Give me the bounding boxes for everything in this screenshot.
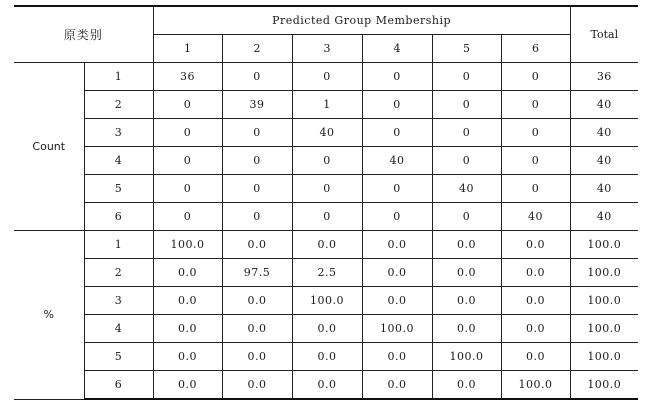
cell: 0	[501, 175, 570, 203]
row-total: 100.0	[570, 287, 638, 315]
cell: 0	[432, 63, 501, 91]
cell: 0	[362, 119, 432, 147]
total-header: Total	[570, 6, 638, 63]
cell: 0	[362, 91, 432, 119]
predicted-col-header: 3	[292, 35, 362, 63]
cell: 0.0	[362, 287, 432, 315]
row-total: 40	[570, 119, 638, 147]
cell: 0	[222, 147, 292, 175]
row-total: 100.0	[570, 343, 638, 371]
cell: 0	[432, 119, 501, 147]
predicted-col-header: 6	[501, 35, 570, 63]
row-label: 5	[84, 175, 153, 203]
cell: 0.0	[432, 259, 501, 287]
cell: 0.0	[501, 259, 570, 287]
classification-results-table	[14, 5, 638, 400]
cell: 0.0	[432, 315, 501, 343]
table-row	[14, 91, 638, 119]
predicted-col-header: 1	[153, 35, 222, 63]
row-label: 4	[84, 147, 153, 175]
cell: 0	[432, 203, 501, 231]
table-row	[14, 175, 638, 203]
predicted-group-header: Predicted Group Membership	[153, 6, 570, 35]
cell: 0	[222, 175, 292, 203]
cell: 0	[501, 91, 570, 119]
cell: 39	[222, 91, 292, 119]
cell: 0.0	[222, 315, 292, 343]
cell: 0.0	[292, 371, 362, 400]
cell: 0	[292, 147, 362, 175]
predicted-col-header: 4	[362, 35, 432, 63]
cell: 0.0	[153, 315, 222, 343]
group-label-percent: %	[14, 231, 84, 400]
cell: 0.0	[153, 287, 222, 315]
table-row	[14, 147, 638, 175]
cell: 0.0	[153, 343, 222, 371]
cell: 1	[292, 91, 362, 119]
table-row	[14, 119, 638, 147]
table-row	[14, 259, 638, 287]
cell: 0.0	[501, 231, 570, 259]
row-total: 40	[570, 175, 638, 203]
predicted-col-header: 5	[432, 35, 501, 63]
table-row	[14, 203, 638, 231]
row-total: 36	[570, 63, 638, 91]
cell: 0.0	[501, 287, 570, 315]
cell: 0	[153, 91, 222, 119]
cell: 0.0	[501, 315, 570, 343]
row-label: 6	[84, 371, 153, 400]
row-label: 2	[84, 259, 153, 287]
cell: 0	[362, 175, 432, 203]
cell: 0.0	[432, 371, 501, 400]
table-row	[14, 231, 638, 259]
cell: 40	[292, 119, 362, 147]
cell: 0	[222, 119, 292, 147]
cell: 0.0	[222, 231, 292, 259]
cell: 0.0	[222, 287, 292, 315]
cell: 0.0	[292, 315, 362, 343]
table-row	[14, 343, 638, 371]
row-total: 40	[570, 203, 638, 231]
cell: 2.5	[292, 259, 362, 287]
cell: 0.0	[362, 343, 432, 371]
table-row	[14, 63, 638, 91]
cell: 40	[432, 175, 501, 203]
cell: 40	[362, 147, 432, 175]
cell: 0.0	[432, 231, 501, 259]
row-label: 6	[84, 203, 153, 231]
cell: 0	[501, 63, 570, 91]
row-label: 1	[84, 63, 153, 91]
row-total: 100.0	[570, 259, 638, 287]
row-total: 40	[570, 91, 638, 119]
predicted-col-header: 2	[222, 35, 292, 63]
cell: 0	[292, 175, 362, 203]
cell: 0.0	[222, 343, 292, 371]
table-row	[14, 371, 638, 400]
cell: 0.0	[432, 287, 501, 315]
cell: 0	[153, 119, 222, 147]
row-label: 4	[84, 315, 153, 343]
table-row	[14, 315, 638, 343]
row-label: 2	[84, 91, 153, 119]
cell: 0	[432, 147, 501, 175]
cell: 0	[153, 203, 222, 231]
cell: 0	[222, 63, 292, 91]
cell: 0.0	[153, 371, 222, 400]
row-label: 3	[84, 287, 153, 315]
row-total: 100.0	[570, 315, 638, 343]
cell: 0.0	[362, 259, 432, 287]
group-label-count: Count	[14, 63, 84, 231]
cell: 0.0	[222, 371, 292, 400]
cell: 0.0	[501, 343, 570, 371]
cell: 100.0	[153, 231, 222, 259]
row-total: 100.0	[570, 371, 638, 400]
classification-results-table-container	[14, 5, 638, 400]
cell: 100.0	[432, 343, 501, 371]
cell: 0.0	[362, 231, 432, 259]
cell: 0	[153, 147, 222, 175]
row-total: 40	[570, 147, 638, 175]
cell: 100.0	[501, 371, 570, 400]
cell: 0	[222, 203, 292, 231]
cell: 0.0	[292, 343, 362, 371]
cell: 0.0	[362, 371, 432, 400]
cell: 0	[292, 63, 362, 91]
cell: 0.0	[292, 231, 362, 259]
cell: 100.0	[362, 315, 432, 343]
cell: 0	[292, 203, 362, 231]
row-total: 100.0	[570, 231, 638, 259]
cell: 0	[153, 175, 222, 203]
row-label: 5	[84, 343, 153, 371]
cell: 36	[153, 63, 222, 91]
header-row-1	[14, 6, 638, 35]
cell: 0	[362, 203, 432, 231]
cell: 0.0	[153, 259, 222, 287]
cell: 0	[362, 63, 432, 91]
cell: 0	[501, 147, 570, 175]
row-label: 1	[84, 231, 153, 259]
table-row	[14, 287, 638, 315]
cell: 0	[501, 119, 570, 147]
cell: 100.0	[292, 287, 362, 315]
cell: 40	[501, 203, 570, 231]
original-class-header: 原类别	[14, 6, 153, 63]
cell: 97.5	[222, 259, 292, 287]
cell: 0	[432, 91, 501, 119]
row-label: 3	[84, 119, 153, 147]
